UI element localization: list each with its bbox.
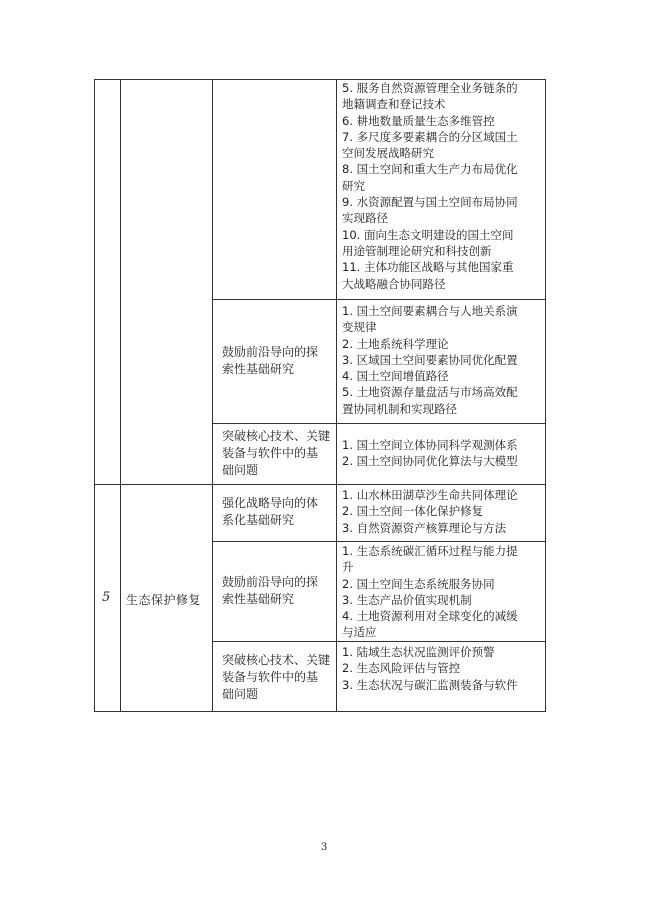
- category-frontier: [222, 344, 334, 378]
- category-line: 鼓励前沿导向的探: [222, 345, 319, 359]
- list-item: 1. 国土空间要素耦合与人地关系演: [342, 304, 518, 318]
- category-strategic: [222, 495, 334, 529]
- list-item: 7. 多尺度多要素耦合的分区域国土: [342, 129, 518, 144]
- list-item: 5. 土地资源存量盘活与市场高效配: [342, 385, 518, 400]
- core-tech-topic-list: [342, 437, 545, 470]
- category-line: 础问题: [222, 687, 259, 701]
- list-item: 用途管制理论研究和科技创新: [342, 243, 492, 258]
- row-divider: [212, 299, 546, 300]
- strategic-topic-list: [342, 487, 545, 536]
- list-item: 地籍调查和登记技术: [342, 97, 446, 112]
- category-line: 础问题: [222, 463, 259, 477]
- list-item: 1. 生态系统碳汇循环过程与能力提: [342, 544, 518, 558]
- list-item: 2. 生态风险评估与管控: [342, 661, 461, 676]
- list-item: 10. 面向生态文明建设的国土空间: [342, 227, 514, 242]
- table-border-left: [94, 79, 95, 712]
- list-item: 1. 陆域生态状况监测评价预警: [342, 645, 495, 659]
- category-line: 装备与软件中的基: [222, 446, 319, 460]
- list-item: 9. 水资源配置与国土空间布局协同: [342, 195, 518, 210]
- column-divider-1: [120, 79, 121, 712]
- list-item: 4. 国土空间增值路径: [342, 369, 449, 384]
- list-item: 2. 国土空间生态系统服务协同: [342, 576, 495, 591]
- continued-topic-list: [342, 80, 545, 292]
- category-frontier: [222, 574, 334, 608]
- list-item: 11. 主体功能区战略与其他国家重: [342, 260, 514, 275]
- column-divider-2: [212, 79, 213, 712]
- table-border-right: [545, 79, 546, 712]
- field-name: 生态保护修复: [126, 593, 202, 607]
- list-item: 置协同机制和实现路径: [342, 401, 457, 416]
- column-divider-3: [336, 79, 337, 712]
- list-item: 1. 山水林田湖草沙生命共同体理论: [342, 488, 518, 502]
- table-border-bottom: [94, 711, 546, 712]
- list-item: 3. 生态产品价值实现机制: [342, 592, 472, 607]
- category-line: 索性基础研究: [222, 362, 295, 376]
- group-divider: [94, 484, 546, 485]
- list-item: 研究: [342, 178, 365, 193]
- list-item: 2. 国土空间一体化保护修复: [342, 504, 484, 519]
- list-item: 空间发展战略研究: [342, 146, 434, 161]
- list-item: 与适应: [342, 625, 377, 640]
- category-line: 鼓励前沿导向的探: [222, 575, 319, 589]
- list-item: 变规律: [342, 320, 377, 335]
- category-core-tech: [222, 428, 336, 479]
- list-item: 2. 国土空间协同优化算法与大模型: [342, 454, 518, 469]
- list-item: 3. 自然资源资产核算理论与方法: [342, 520, 507, 535]
- list-item: 升: [342, 560, 354, 575]
- list-item: 8. 国土空间和重大生产力布局优化: [342, 162, 518, 177]
- row-divider: [212, 423, 546, 424]
- category-line: 装备与软件中的基: [222, 670, 319, 684]
- list-item: 3. 生态状况与碳汇监测装备与软件: [342, 677, 518, 692]
- list-item: 5. 服务自然资源管理全业务链条的: [342, 81, 518, 95]
- category-line: 突破核心技术、关键: [222, 653, 331, 667]
- category-line: 突破核心技术、关键: [222, 429, 331, 443]
- core-tech-topic-list: [342, 644, 545, 693]
- list-item: 1. 国土空间立体协同科学观测体系: [342, 438, 518, 452]
- frontier-topic-list: [342, 543, 545, 641]
- list-item: 6. 耕地数量质量生态多维管控: [342, 113, 495, 128]
- list-item: 2. 土地系统科学理论: [342, 336, 449, 351]
- row-divider: [212, 641, 546, 642]
- list-item: 3. 区域国土空间要素协同优化配置: [342, 352, 518, 367]
- category-line: 系化基础研究: [222, 513, 295, 527]
- category-line: 强化战略导向的体: [222, 496, 319, 510]
- list-item: 实现路径: [342, 211, 388, 226]
- list-item: 4. 土地资源利用对全球变化的减缓: [342, 609, 518, 624]
- row-number: 5: [102, 590, 111, 605]
- frontier-topic-list: [342, 303, 545, 417]
- category-line: 索性基础研究: [222, 592, 295, 606]
- category-core-tech: [222, 652, 336, 703]
- row-divider: [212, 541, 546, 542]
- page-number: 3: [320, 842, 328, 853]
- list-item: 大战略融合协同路径: [342, 276, 446, 291]
